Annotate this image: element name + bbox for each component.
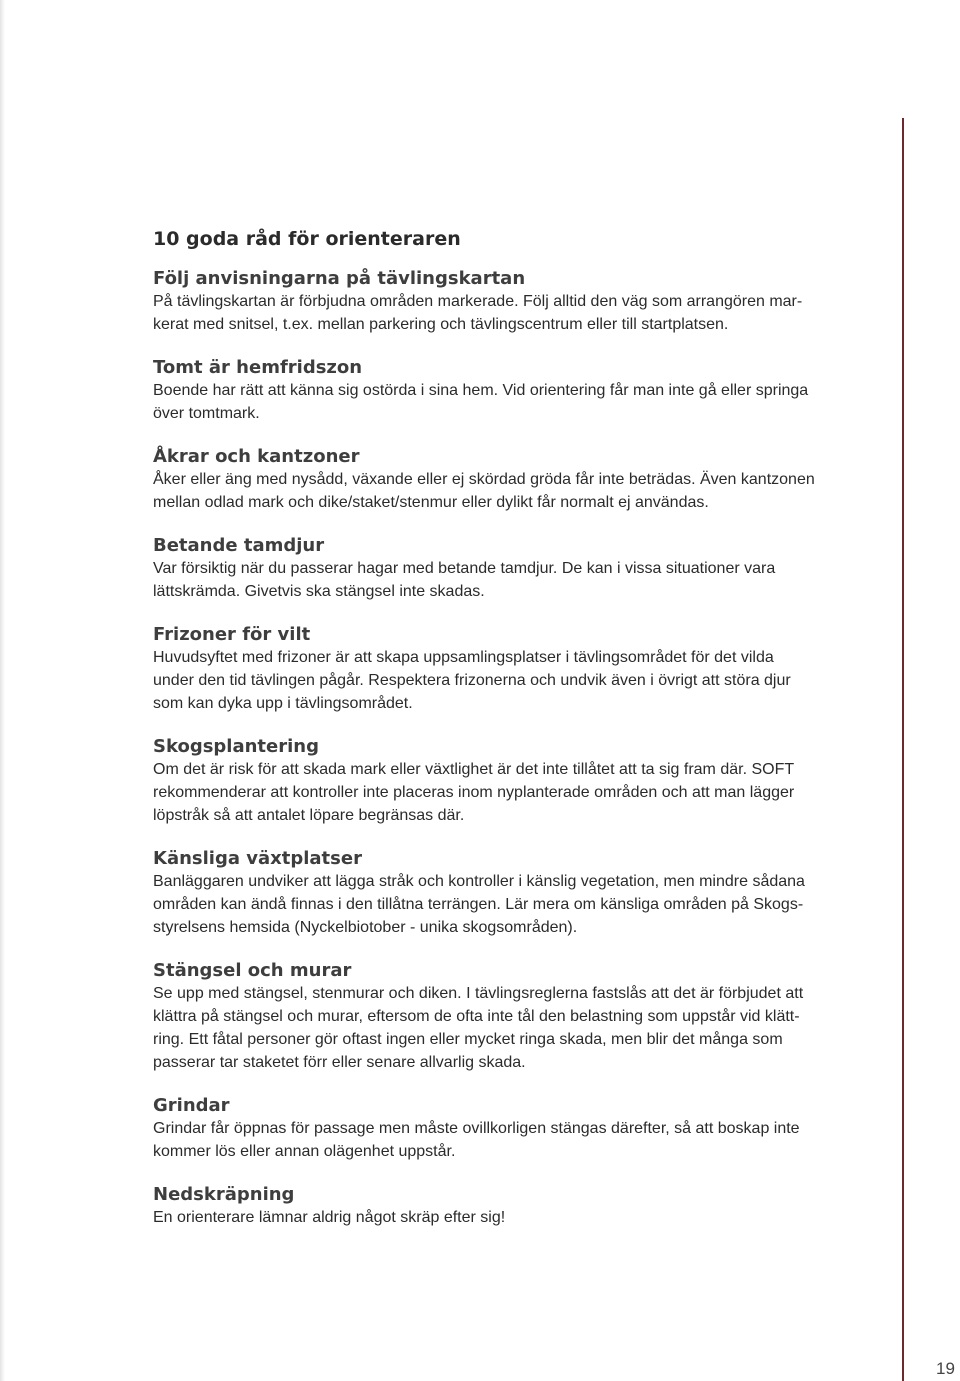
section [153, 356, 873, 425]
section-heading: Stängsel och murar [153, 960, 352, 981]
section-body [153, 290, 873, 336]
body-line: lättskrämda. Givetvis ska stängsel inte skadas. [153, 583, 485, 600]
section-heading: Känsliga växtplatser [153, 848, 362, 869]
page-edge-shadow [0, 0, 5, 1381]
body-line: Banläggaren undviker att lägga stråk och kontroller i känslig vegetation, men mindre sådana [153, 873, 805, 890]
body-line: mellan odlad mark och dike/staket/stenmur eller dylikt får normalt ej användas. [153, 494, 709, 511]
section-list [153, 267, 873, 1229]
body-line: På tävlingskartan är förbjudna områden markerade. Följ alltid den väg som arrangören mar- [153, 293, 803, 310]
body-line: Grindar får öppnas för passage men måste ovillkorligen stängas därefter, så att boskap inte [153, 1120, 800, 1137]
page-title: 10 goda råd för orienteraren [153, 228, 461, 250]
section-heading: Frizoner för vilt [153, 624, 311, 645]
section-heading: Åkrar och kantzoner [153, 446, 360, 467]
margin-rule [902, 118, 904, 1381]
body-line: Var försiktig när du passerar hagar med betande tamdjur. De kan i vissa situationer vara [153, 560, 776, 577]
section-heading: Grindar [153, 1095, 230, 1116]
section [153, 959, 873, 1074]
section-heading: Följ anvisningarna på tävlingskartan [153, 268, 526, 289]
section [153, 847, 873, 939]
body-line: över tomtmark. [153, 405, 260, 422]
body-line: passerar tar staketet förr eller senare allvarlig skada. [153, 1054, 526, 1071]
section [153, 267, 873, 336]
body-line: styrelsens hemsida (Nyckelbiotober - unika skogsområden). [153, 919, 578, 936]
section-heading: Skogsplantering [153, 736, 319, 757]
body-line: En orienterare lämnar aldrig något skräp efter sig! [153, 1209, 506, 1226]
body-line: under den tid tävlingen pågår. Respektera frizonerna och undvik även i övrigt att störa djur [153, 672, 791, 689]
body-line: Se upp med stängsel, stenmurar och diken. I tävlingsreglerna fastslås att det är förbjudet att [153, 985, 804, 1002]
section-body [153, 982, 873, 1074]
body-line: ring. Ett fåtal personer gör oftast ingen eller mycket ringa skada, men blir det många som [153, 1031, 783, 1048]
body-line: som kan dyka upp i tävlingsområdet. [153, 695, 413, 712]
body-line: kerat med snitsel, t.ex. mellan parkering och tävlingscentrum eller till startplatsen. [153, 316, 729, 333]
section-body [153, 1117, 873, 1163]
body-line: Boende har rätt att känna sig ostörda i sina hem. Vid orientering får man inte gå eller springa [153, 382, 809, 399]
section-body [153, 468, 873, 514]
body-line: kommer lös eller annan olägenhet uppstår. [153, 1143, 456, 1160]
section-body [153, 870, 873, 939]
body-line: löpstråk så att antalet löpare begränsas där. [153, 807, 465, 824]
section [153, 445, 873, 514]
body-line: klättra på stängsel och murar, eftersom de ofta inte tål den belastning som uppstår vid klätt- [153, 1008, 800, 1025]
section [153, 534, 873, 603]
section [153, 1094, 873, 1163]
section-heading: Betande tamdjur [153, 535, 325, 556]
section [153, 623, 873, 715]
section-body [153, 758, 873, 827]
section-body [153, 1206, 873, 1229]
section-heading: Tomt är hemfridszon [153, 357, 363, 378]
section [153, 735, 873, 827]
body-line: rekommenderar att kontroller inte placeras inom nyplanterade områden och att man lägger [153, 784, 795, 801]
section-heading: Nedskräpning [153, 1184, 295, 1205]
section-body [153, 557, 873, 603]
page-number: 19 [936, 1359, 955, 1378]
section [153, 1183, 873, 1229]
body-line: Om det är risk för att skada mark eller växtlighet är det inte tillåtet att ta sig fram där. SOFT [153, 761, 795, 778]
article [153, 228, 873, 1249]
body-line: områden kan ändå finnas i den tillåtna terrängen. Lär mera om känsliga områden på Skogs- [153, 896, 804, 913]
section-body [153, 379, 873, 425]
section-body [153, 646, 873, 715]
body-line: Huvudsyftet med frizoner är att skapa uppsamlingsplatser i tävlingsområdet för det vilda [153, 649, 774, 666]
body-line: Åker eller äng med nysådd, växande eller ej skördad gröda får inte beträdas. Även kantzonen [153, 471, 815, 488]
